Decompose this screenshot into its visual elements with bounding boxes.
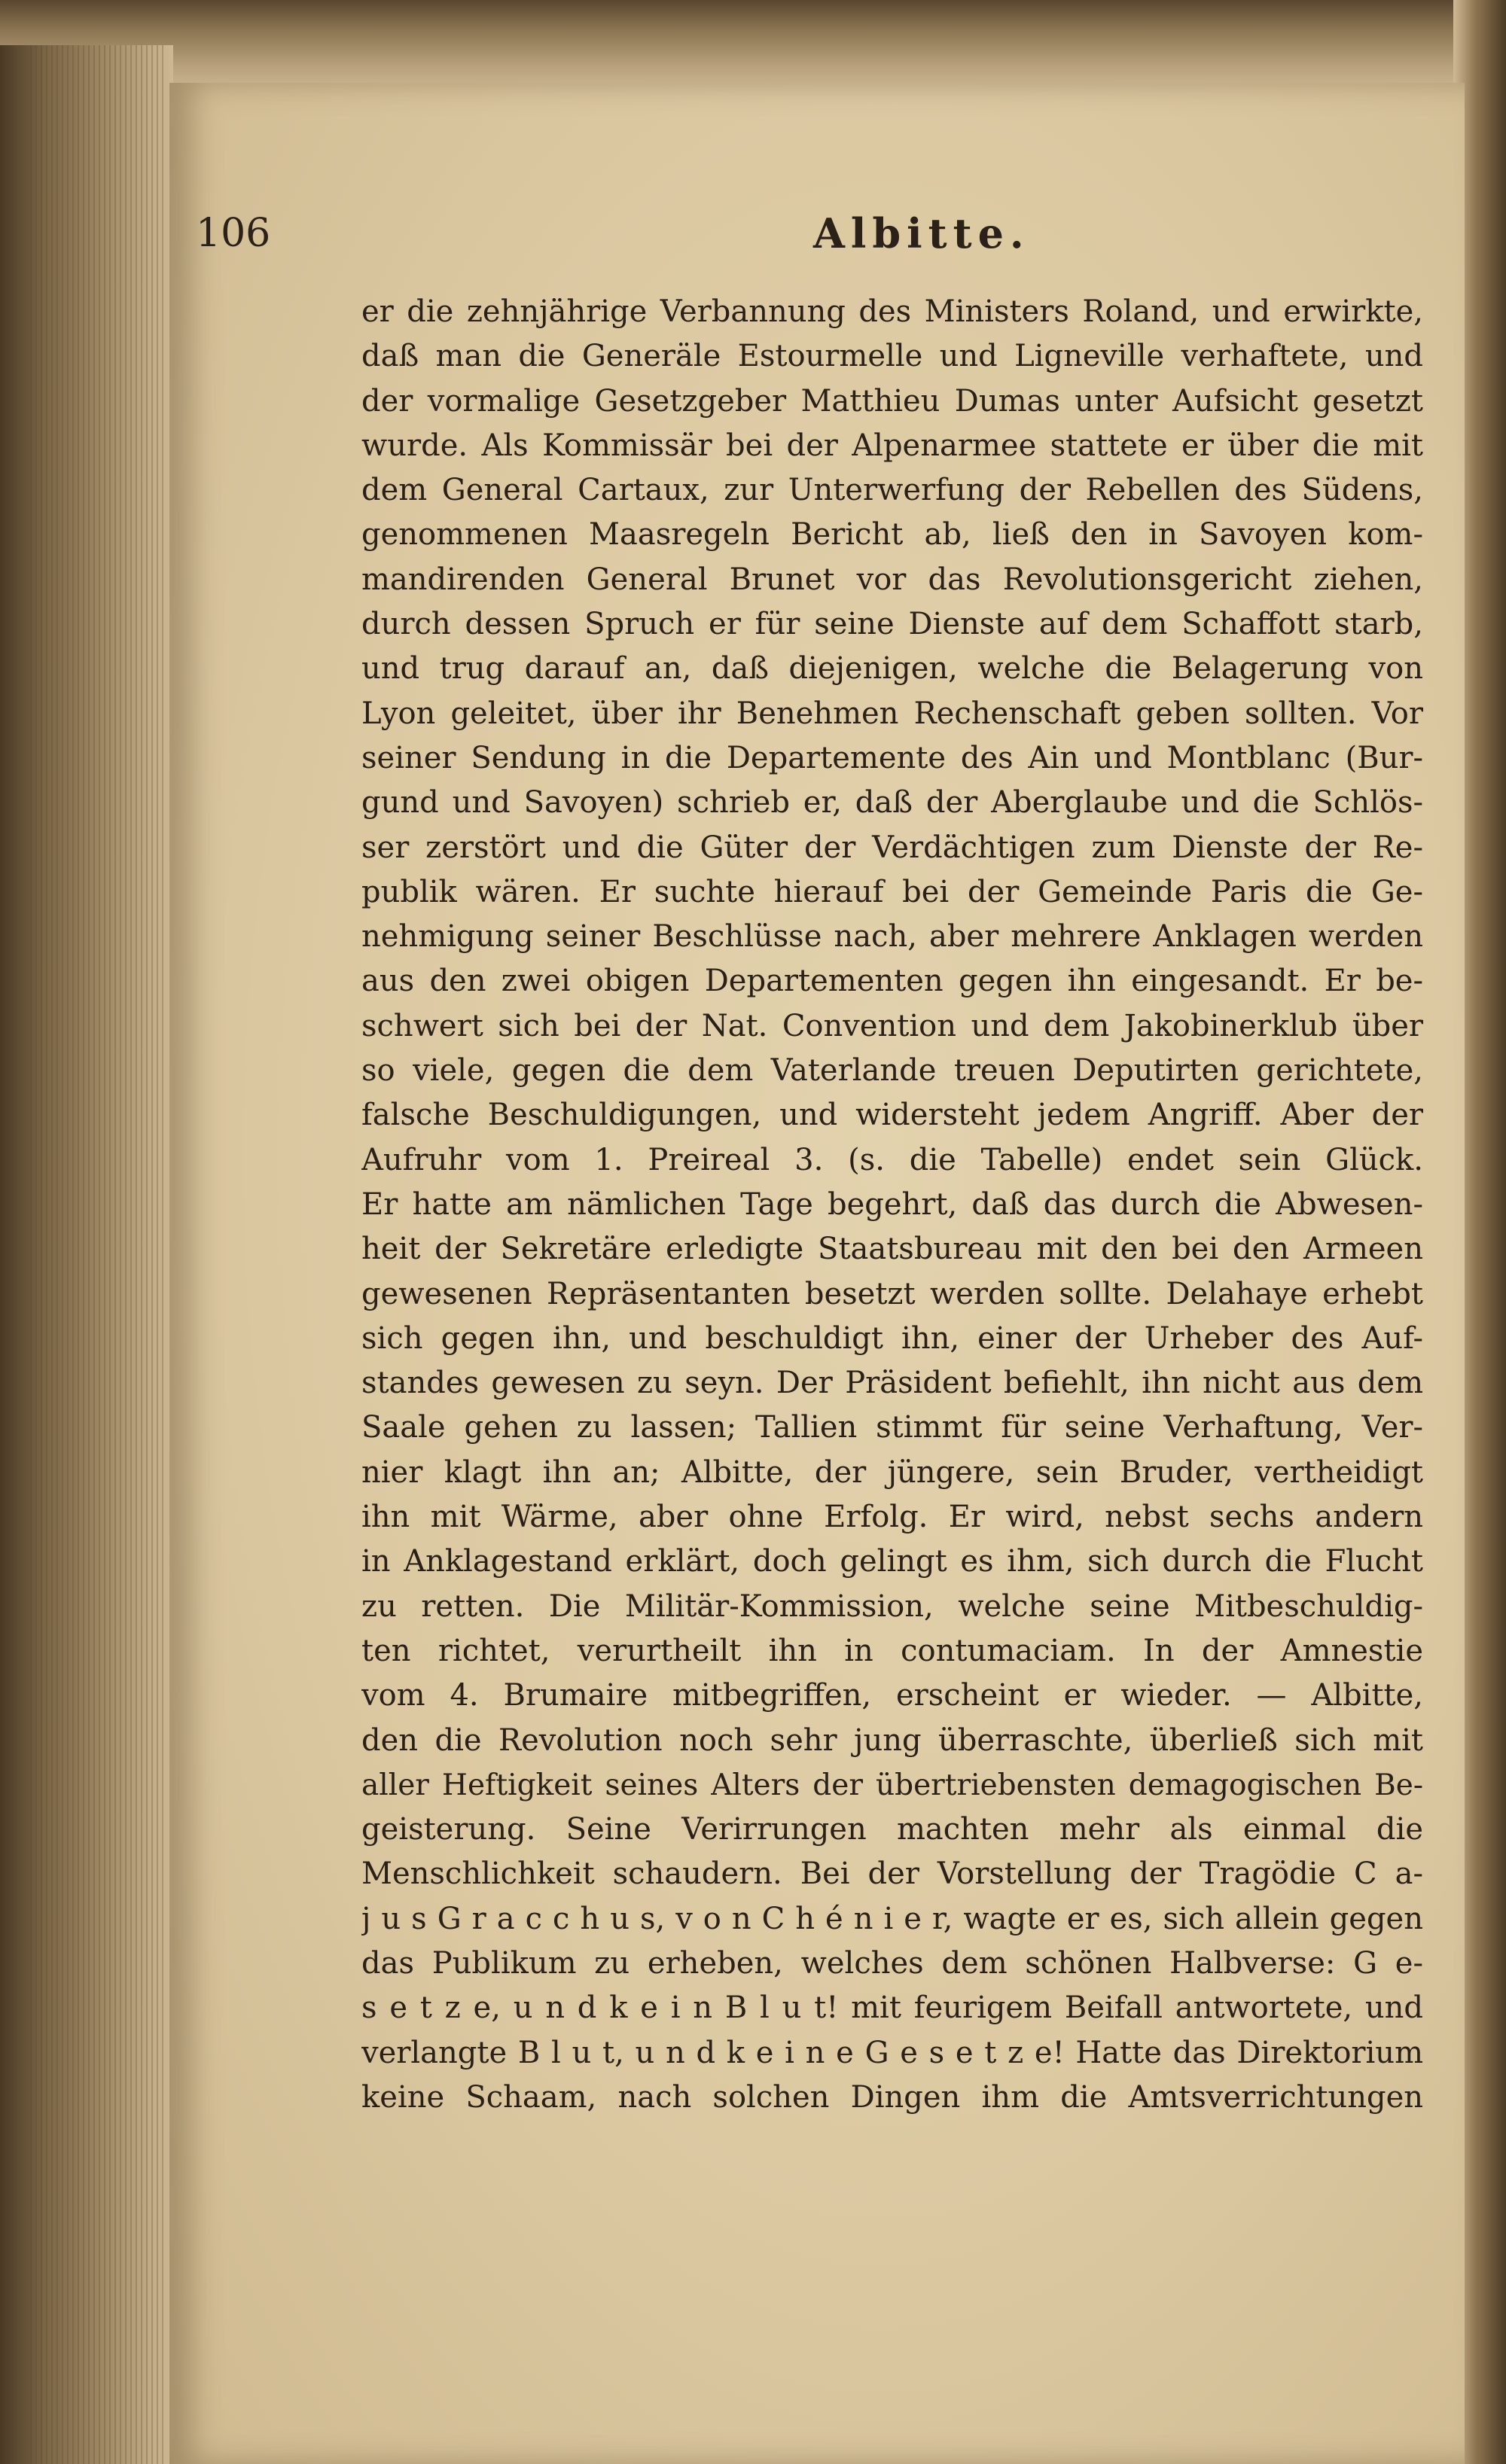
text-line: publik wären. Er suchte hierauf bei der Gemeinde Paris die Ge- bbox=[361, 874, 1423, 909]
text-line: genommenen Maasregeln Bericht ab, ließ den in Savoyen kom- bbox=[361, 517, 1423, 553]
text-line: schwert sich bei der Nat. Convention und dem Jakobinerklub über bbox=[361, 1008, 1423, 1043]
text-line: durch dessen Spruch er für seine Dienste auf dem Schaffott starb, bbox=[361, 607, 1423, 642]
text-line: den die Revolution noch sehr jung überraschte, überließ sich mit bbox=[361, 1722, 1423, 1758]
text-line: das Publikum zu erheben, welches dem schönen Halbverse: G e- bbox=[361, 1945, 1423, 1981]
text-line: ihn mit Wärme, aber ohne Erfolg. Er wird, nebst sechs andern bbox=[361, 1500, 1423, 1535]
text-line: sich gegen ihn, und beschuldigt ihn, einer der Urheber des Auf- bbox=[361, 1320, 1423, 1356]
body-text bbox=[361, 290, 1423, 2120]
text-line: ser zerstört und die Güter der Verdächtigen zum Dienste der Re- bbox=[361, 830, 1423, 865]
text-line: daß man die Generäle Estourmelle und Ligneville verhaftete, und bbox=[361, 339, 1423, 374]
text-line: aller Heftigkeit seines Alters der übertriebensten demagogischen Be- bbox=[361, 1768, 1423, 1802]
text-line: seiner Sendung in die Departemente des Ain und Montblanc (Bur- bbox=[361, 740, 1423, 775]
text-line: dem General Cartaux, zur Unterwerfung der Rebellen des Südens, bbox=[361, 473, 1423, 508]
text-line: geisterung. Seine Verirrungen machten mehr als einmal die bbox=[361, 1812, 1423, 1847]
text-line: der vormalige Gesetzgeber Matthieu Dumas unter Aufsicht gesetzt bbox=[361, 383, 1423, 419]
text-line: ten richtet, verurtheilt ihn in contumaciam. In der Amnestie bbox=[361, 1633, 1423, 1668]
text-line: vom 4. Brumaire mitbegriffen, erscheint er wieder. — Albitte, bbox=[361, 1678, 1423, 1713]
text-line: gewesenen Repräsentanten besetzt werden sollte. Delahaye erhebt bbox=[361, 1276, 1423, 1311]
text-line: gund und Savoyen) schrieb er, daß der Aberglaube und die Schlös- bbox=[361, 785, 1423, 821]
text-line: Menschlichkeit schaudern. Bei der Vorstellung der Tragödie C a- bbox=[361, 1856, 1423, 1892]
running-title: Albitte. bbox=[813, 209, 1030, 257]
text-line: er die zehnjährige Verbannung des Ministers Roland, und erwirkte, bbox=[361, 294, 1423, 329]
text-line: keine Schaam, nach solchen Dingen ihm die Amtsverrichtungen bbox=[361, 2079, 1423, 2115]
text-line: in Anklagestand erklärt, doch gelingt es ihm, sich durch die Flucht bbox=[361, 1544, 1423, 1579]
text-line: Saale gehen zu lassen; Tallien stimmt für seine Verhaftung, Ver- bbox=[361, 1410, 1423, 1445]
text-line: standes gewesen zu seyn. Der Präsident befiehlt, ihn nicht aus dem bbox=[361, 1366, 1423, 1401]
text-line: s e t z e, u n d k e i n B l u t! mit feurigem Beifall antwortete, und bbox=[361, 1990, 1423, 2026]
page-number: 106 bbox=[196, 211, 271, 256]
book-page-edges bbox=[0, 45, 173, 2464]
text-line: heit der Sekretäre erledigte Staatsbureau mit den bei den Armeen bbox=[361, 1232, 1423, 1267]
text-line: j u s G r a c c h u s, v o n C h é n i e r, wagte er es, sich allein gegen bbox=[361, 1901, 1423, 1936]
text-line: so viele, gegen die dem Vaterlande treuen Deputirten gerichtete, bbox=[361, 1053, 1423, 1089]
text-line: falsche Beschuldigungen, und widersteht jedem Angriff. Aber der bbox=[361, 1098, 1423, 1133]
text-line: nier klagt ihn an; Albitte, der jüngere, sein Bruder, vertheidigt bbox=[361, 1454, 1423, 1490]
text-line: zu retten. Die Militär-Kommission, welche seine Mitbeschuldig- bbox=[361, 1588, 1423, 1624]
text-line: aus den zwei obigen Departementen gegen ihn eingesandt. Er be- bbox=[361, 964, 1423, 999]
text-line: nehmigung seiner Beschlüsse nach, aber mehrere Anklagen werden bbox=[361, 919, 1423, 955]
text-line: Aufruhr vom 1. Preireal 3. (s. die Tabelle) endet sein Glück. bbox=[361, 1142, 1423, 1177]
text-line: und trug darauf an, daß diejenigen, welche die Belagerung von bbox=[361, 651, 1423, 687]
text-line: mandirenden General Brunet vor das Revolutionsgericht ziehen, bbox=[361, 562, 1423, 597]
page-header bbox=[196, 128, 1431, 257]
text-line: wurde. Als Kommissär bei der Alpenarmee stattete er über die mit bbox=[361, 428, 1423, 463]
text-line: Er hatte am nämlichen Tage begehrt, daß das durch die Abwesen- bbox=[361, 1186, 1423, 1222]
text-line: verlangte B l u t, u n d k e i n e G e s e t z e! Hatte das Direktorium bbox=[361, 2035, 1423, 2070]
text-line: Lyon geleitet, über ihr Benehmen Rechenschaft geben sollten. Vor bbox=[361, 696, 1423, 731]
